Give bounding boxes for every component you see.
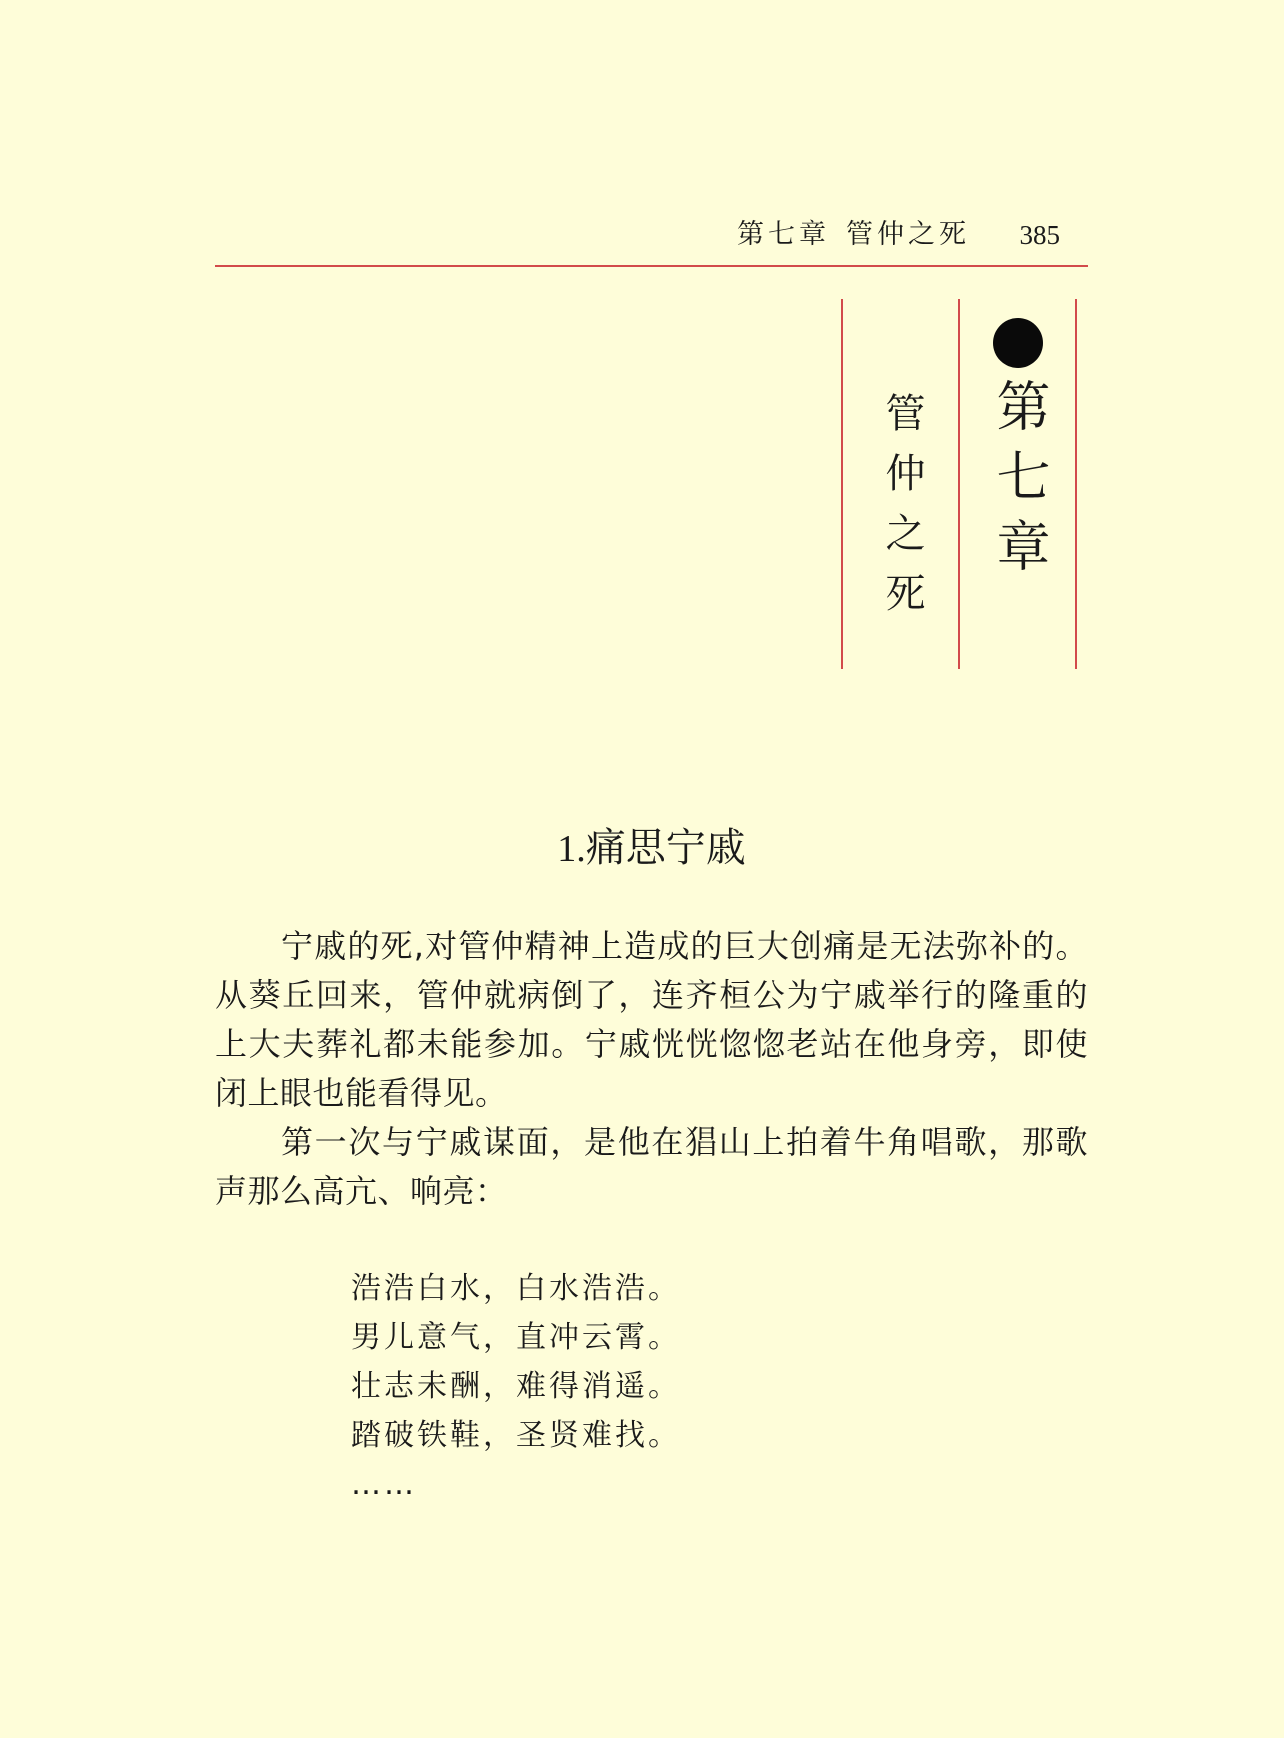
chapter-divider-line [841, 299, 843, 669]
chapter-divider-line [958, 299, 960, 669]
poem-line: 踏破铁鞋，圣贤难找。 [351, 1418, 681, 1453]
chapter-divider-line [1075, 299, 1077, 669]
paragraph: 第一次与宁戚谋面，是他在猖山上拍着牛角唱歌，那歌声那么高亢、响亮： [215, 1123, 1088, 1210]
body-text [215, 922, 1088, 1216]
header-title: 管仲之死 [846, 219, 970, 250]
paragraph: 宁戚的死,对管仲精神上造成的巨大创痛是无法弥补的。从葵丘回来，管仲就病倒了，连齐桓公为宁戚举行的隆重的上大夫葬礼都未能参加。宁戚恍恍惚惚老站在他身旁，即使闭上眼也能看得见。 [215, 927, 1088, 1112]
chapter-bullet-icon [993, 318, 1043, 368]
section-number: 1. [557, 828, 586, 870]
section-heading [215, 818, 1088, 879]
header-chapter: 第七章 [737, 219, 830, 250]
poem-ellipsis: …… [351, 1467, 417, 1502]
poem-line: 男儿意气，直冲云霄。 [351, 1320, 681, 1355]
poem [351, 1264, 681, 1509]
chapter-number: 第七章 [988, 378, 1051, 588]
poem-line: 浩浩白水，白水浩浩。 [351, 1271, 681, 1306]
poem-line: 壮志未酬，难得消遥。 [351, 1369, 681, 1404]
header-rule [215, 265, 1088, 267]
chapter-title: 管仲之死 [879, 392, 925, 632]
running-header [215, 215, 1088, 255]
page-number: 385 [1019, 220, 1060, 250]
section-title: 痛思宁戚 [585, 825, 746, 871]
